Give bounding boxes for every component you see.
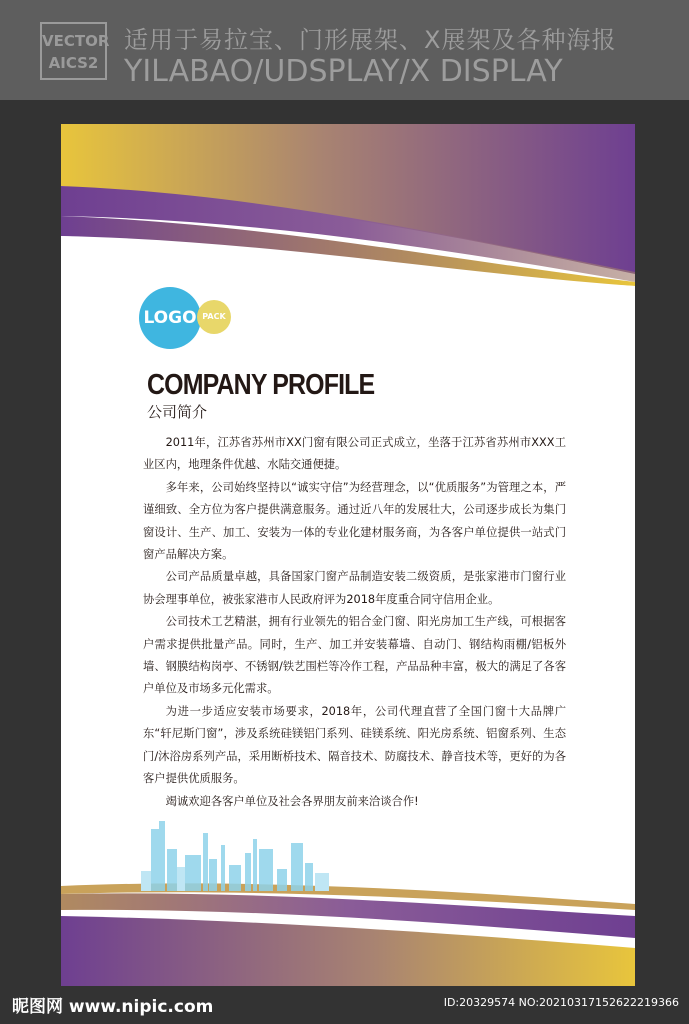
poster [61, 124, 635, 986]
badge-line-1: VECTOR [42, 32, 110, 50]
header-title-en: YILABAO/UDSPLAY/X DISPLAY [124, 54, 563, 89]
paragraph: 公司技术工艺精湛，拥有行业领先的铝合金门窗、阳光房加工生产线，可根据客户需求提供批量产品。同时，生产、加工并安装幕墙、自动门、钢结构雨棚/铝板外墙、钢膜结构岗亭、不锈钢/铁艺围栏等冷作工程，产品品种丰富，极大的满足了各客户单位及市场多元化需求。 [143, 615, 566, 696]
badge-line-2: AICS2 [48, 54, 99, 72]
profile-title: COMPANY PROFILE [147, 369, 375, 401]
logo-small-circle: PACK [197, 300, 231, 334]
paragraph: 竭诚欢迎各客户单位及社会各界朋友前来洽谈合作! [165, 794, 419, 808]
vector-badge [40, 22, 110, 80]
paragraph: 公司产品质量卓越，具备国家门窗产品制造安装二级资质，是张家港市门窗行业协会理事单位，被张家港市人民政府评为2018年度重合同守信用企业。 [143, 570, 566, 606]
header-title-cn: 适用于易拉宝、门形展架、X展架及各种海报 [124, 26, 617, 54]
footer-site-logo: 昵图网 www.nipic.com [12, 997, 214, 1017]
profile-subtitle: 公司简介 [147, 403, 208, 421]
paragraph: 多年来，公司始终坚持以“诚实守信”为经营理念，以“优质服务”为管理之本，严谨细致、全方位为客户提供满意服务。通过近八年的发展壮大，公司逐步成长为集门窗设计、生产、加工、安装为一体的专业化建材服务商，为各客户单位提供一站式门窗产品解决方案。 [143, 480, 566, 562]
footer-id-text: ID:20329574 NO:20210317152622219366 [443, 996, 679, 1009]
paragraph: 为进一步适应安装市场要求，2018年，公司代理直营了全国门窗十大品牌广东“轩尼斯门窗”，涉及系统硅镁铝门系列、硅镁系统、阳光房系统、铝窗系列、生态门/沐浴房系列产品，采用断桥技术、隔音技术、防腐技术、静音技术等，更好的为各客户提供优质服务。 [143, 704, 566, 786]
header-band [0, 0, 689, 100]
bottom-wave-band [61, 876, 635, 986]
top-wave-band [61, 124, 635, 294]
city-skyline-illustration [141, 819, 341, 891]
profile-body [143, 432, 566, 813]
paragraph: 2011年，江苏省苏州市XX门窗有限公司正式成立，坐落于江苏省苏州市XXX工业区内，地理条件优越、水陆交通便捷。 [143, 436, 566, 472]
logo-circle: LOGO [139, 287, 201, 349]
